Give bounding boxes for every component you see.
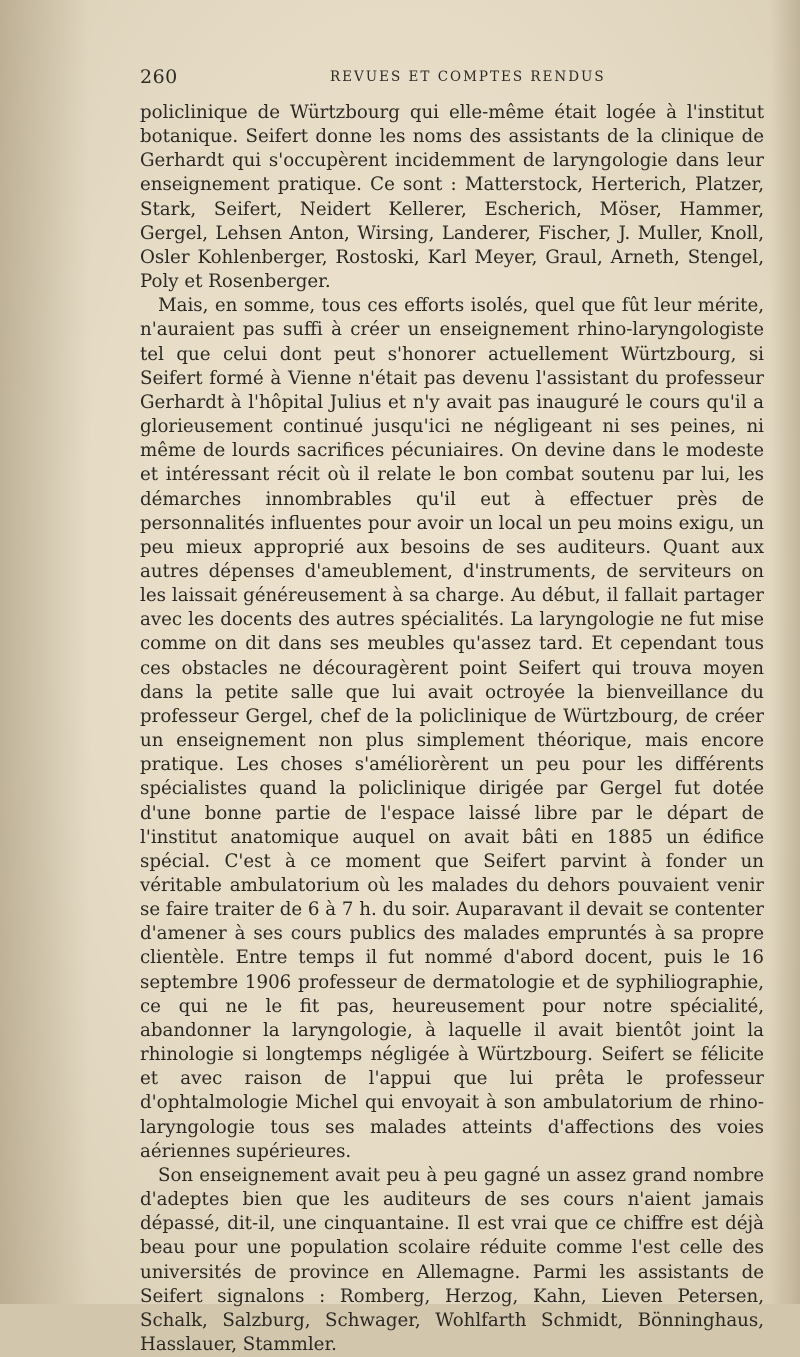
paragraph: Son enseignement avait peu à peu gagné un assez grand nombre d'adeptes bien que les auditeurs de ses cours n'aient jamais dépassé, dit-il, une cinquantaine. Il est vrai que ce chiffre est déjà beau pour une population scolaire réduite comme l'est celle des universités de province en Allemagne. Parmi les assistants de Seifert signalons : Romberg, Herzog, Kahn, Lieven Petersen, Schalk, Salzburg, Schwager, Wohlfarth Schmidt, Bönninghaus, Hasslauer, Stammler. bbox=[140, 1164, 764, 1355]
paragraph: Mais, en somme, tous ces efforts isolés, quel que fût leur mérite, n'auraient pas suffi à créer un enseignement rhino-laryngologiste tel que celui dont peut s'honorer actuellement Würtzbourg, si Seifert formé à Vienne n'était pas devenu l'assistant du professeur Gerhardt à l'hôpital Julius et n'y avait pas inauguré le cours qu'il a glorieusement continué jusqu'ici ne négligeant ni ses peines, ni même de lourds sacrifices pécuniaires. On devine dans le modeste et intéressant récit où il relate le bon combat soutenu par lui, les démarches innombrables qu'il eut à effectuer près de personnalités influentes pour avoir un local un peu moins exigu, un peu mieux approprié aux besoins de ses auditeurs. Quant aux autres dépenses d'ameublement, d'instruments, de serviteurs on les laissait généreusement à sa charge. Au début, il fallait partager avec les docents des autres spécialités. La laryngologie ne fut mise comme on dit dans ses meubles qu'assez tard. Et cependant tous ces obstacles ne découragèrent point Seifert qui trouva moyen dans la petite salle que lui avait octroyée la bienveillance du professeur Gergel, chef de la policlinique de Würtzbourg, de créer un enseignement non plus simplement théorique, mais encore pratique. Les choses s'améliorèrent un peu pour les différents spécialistes quand la policlinique dirigée par Gergel fut dotée d'une bonne partie de l'espace laissé libre par le départ de l'institut anatomique auquel on avait bâti en 1885 un édifice spécial. C'est à ce moment que Seifert parvint à fonder un véritable ambulatorium où les malades du dehors pouvaient venir se faire traiter de 6 à 7 h. du soir. Auparavant il devait se contenter d'amener à ses cours publics des malades empruntés à sa propre clientèle. Entre temps il fut nommé d'abord docent, puis le 16 septembre 1906 professeur de dermatologie et de syphiliographie, ce qui ne le fit pas, heureusement pour notre spécialité, abandonner la laryngologie, à laquelle il avait bientôt joint la rhinologie si longtemps négligée à Würtzbourg. Seifert se félicite et avec raison de l'appui que lui prêta le professeur d'ophtalmologie Michel qui envoyait à son ambulatorium de rhino-laryngologie tous ses malades atteints d'affections des voies aériennes supérieures. bbox=[140, 295, 764, 1162]
page-number: 260 bbox=[140, 66, 178, 88]
body-text bbox=[140, 101, 764, 1357]
running-title: REVUES ET COMPTES RENDUS bbox=[330, 69, 606, 85]
running-head bbox=[140, 66, 764, 90]
paragraph-continued: policlinique de Würtzbourg qui elle-même était logée à l'institut botanique. Seifert donne les noms des assistants de la clinique de Gerhardt qui s'occupèrent incidemment de laryngologie dans leur enseignement pratique. Ce sont : Matterstock, Herterich, Platzer, Stark, Seifert, Neidert Kellerer, Escherich, Möser, Hammer, Gergel, Lehsen Anton, Wirsing, Landerer, Fischer, J. Muller, Knoll, Osler Kohlenberger, Rostoski, Karl Meyer, Graul, Arneth, Stengel, Poly et Rosenberger. bbox=[140, 102, 764, 293]
